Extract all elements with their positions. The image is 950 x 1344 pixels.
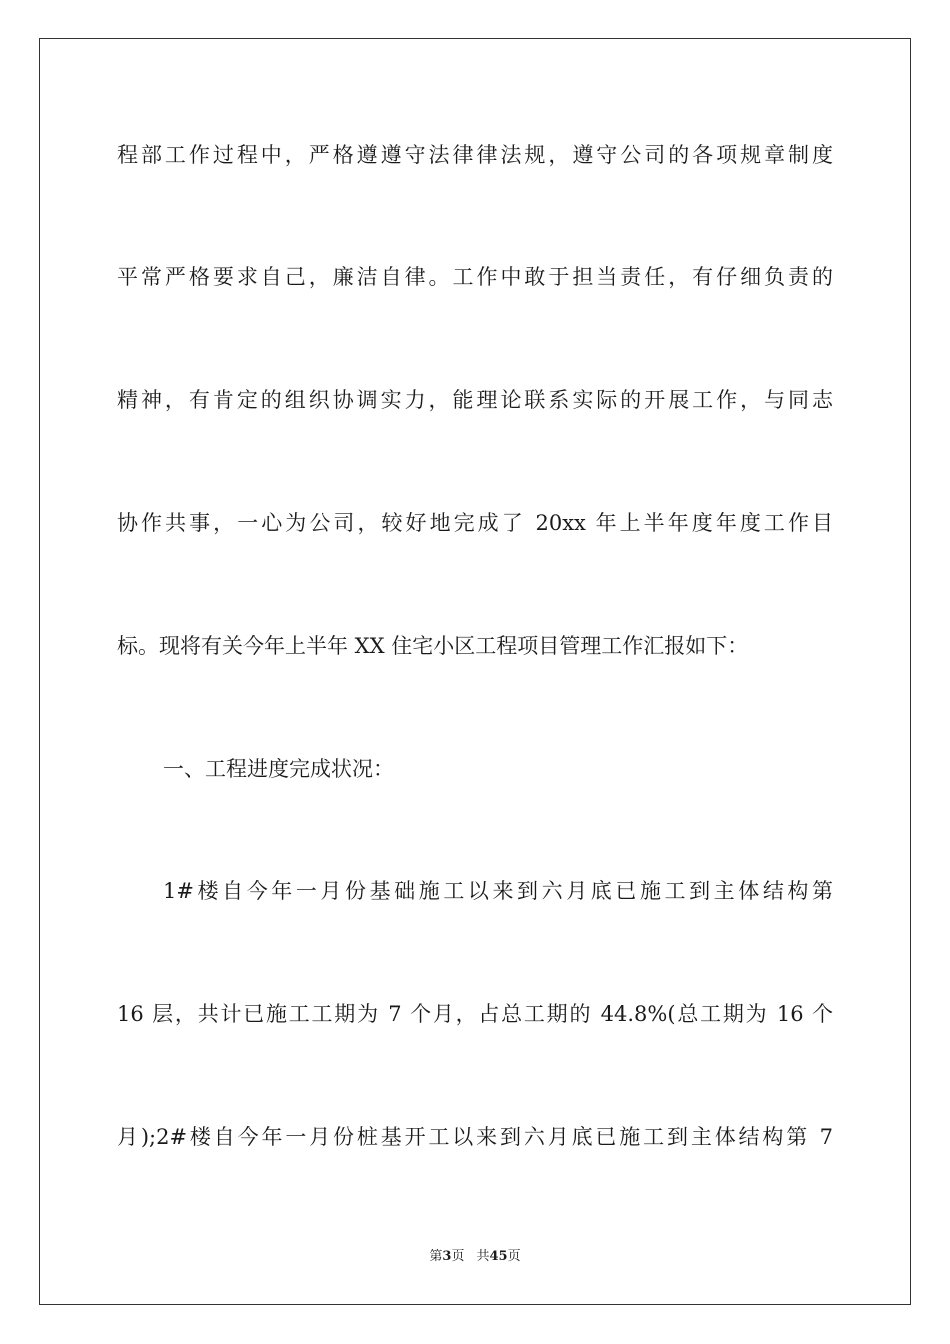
body-line-8: 月);2#楼自今年一月份桩基开工以来到六月底已施工到主体结构第 7 — [117, 1125, 833, 1149]
footer-total-pages: 45 — [489, 1249, 508, 1264]
body-line-4: 协作共事，一心为公司，较好地完成了 20xx 年上半年度年度工作目 — [117, 511, 833, 535]
section-heading: 一、工程进度完成状况： — [163, 757, 394, 781]
body-line-2: 平常严格要求自己，廉洁自律。工作中敢于担当责任，有仔细负责的 — [117, 265, 833, 289]
footer-page-number: 3 — [442, 1249, 452, 1264]
body-line-5: 标。现将有关今年上半年 XX 住宅小区工程项目管理工作汇报如下： — [117, 634, 749, 658]
body-line-6: 1#楼自今年一月份基础施工以来到六月底已施工到主体结构第 — [163, 879, 833, 903]
page-footer — [0, 1248, 950, 1266]
body-line-7: 16 层，共计已施工工期为 7 个月，占总工期的 44.8%(总工期为 16 个 — [117, 1002, 833, 1026]
page-border — [39, 38, 911, 1305]
body-line-1: 程部工作过程中，严格遵遵守法律律法规，遵守公司的各项规章制度 — [117, 143, 833, 167]
footer-total-suffix: 页 — [507, 1249, 521, 1264]
footer-page-prefix: 第 — [429, 1249, 443, 1264]
body-line-3: 精神，有肯定的组织协调实力，能理论联系实际的开展工作，与同志 — [117, 388, 833, 412]
footer-total-prefix: 共 — [476, 1249, 490, 1264]
footer-page-suffix: 页 — [451, 1249, 465, 1264]
